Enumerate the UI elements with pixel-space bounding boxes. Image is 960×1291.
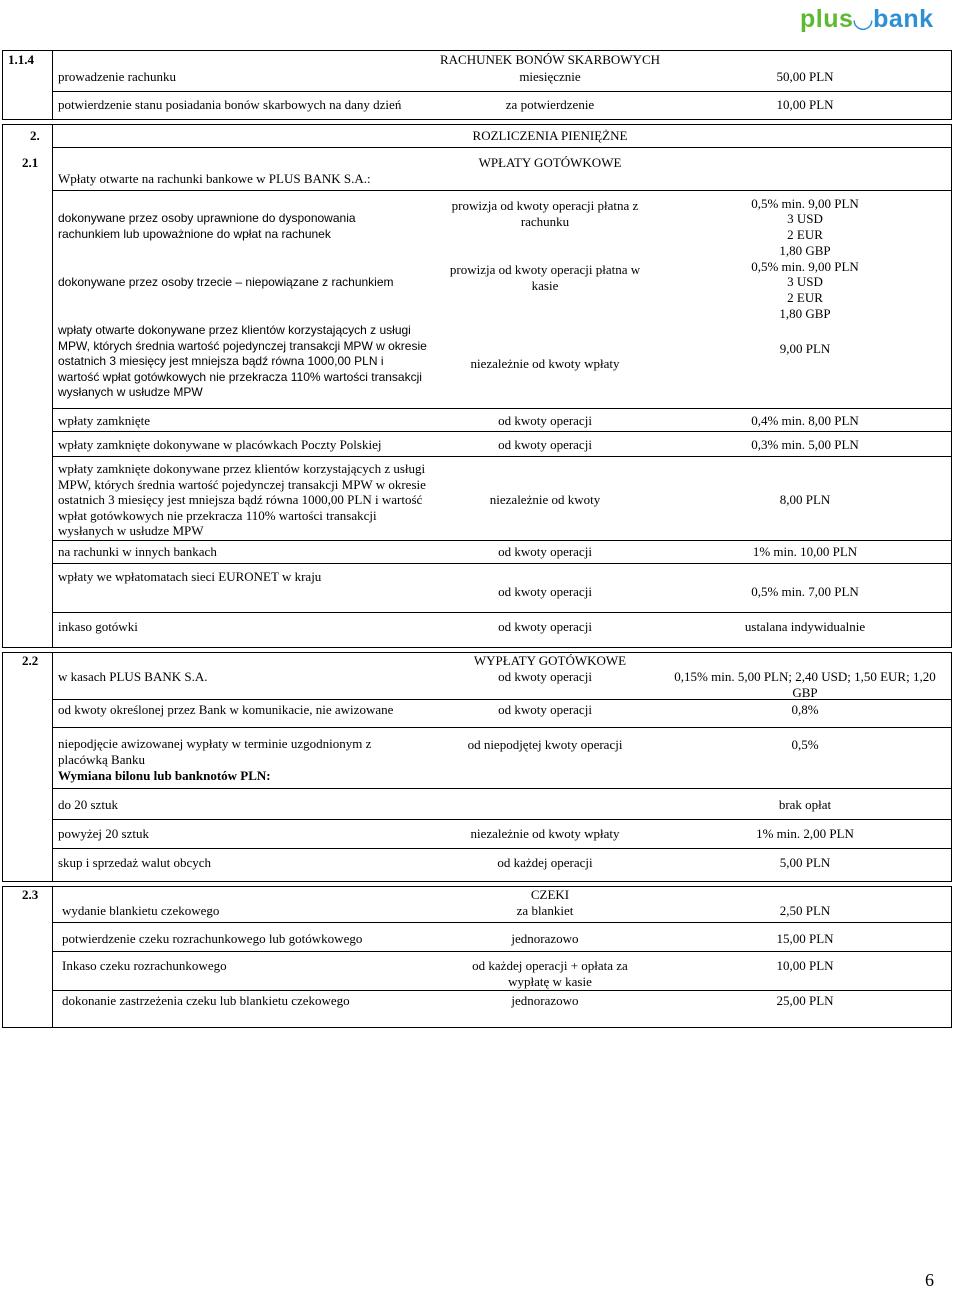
row-fee: brak opłat [778,797,832,812]
divider [52,699,952,700]
row-desc: inkaso gotówki [58,619,138,634]
row-desc: wydanie blankietu czekowego [62,903,220,918]
row-desc: potwierdzenie stanu posiadania bonów skarbowych na dany dzień [58,97,402,112]
row-basis: od kwoty operacji [498,437,592,452]
row-basis: od każdej operacji [497,855,593,870]
row-desc: dokonywane przez osoby trzecie – niepowiązane z rachunkiem [58,275,394,289]
row-basis: niezależnie od kwoty [489,492,601,507]
divider [52,456,952,457]
row-desc: Inkaso czeku rozrachunkowego [62,958,227,973]
row-fee: 0,5% [791,737,819,752]
divider [52,124,53,648]
row-fee: 3 USD [787,211,823,226]
row-desc: na rachunki w innych bankach [58,544,217,559]
row-basis: miesięcznie [519,69,581,84]
row-basis: od niepodjętej kwoty operacji [467,737,623,752]
row-fee: 25,00 PLN [776,993,834,1008]
row-desc: powyżej 20 sztuk [58,826,149,841]
divider [52,540,952,541]
row-basis: od kwoty operacji [498,544,592,559]
divider [52,431,952,432]
row-fee: ustalana indywidualnie [744,619,866,634]
row-desc: wpłaty zamknięte dokonywane w placówkach Poczty Polskiej [58,437,382,452]
row-basis: prowizja od kwoty operacji płatna w kasie [449,262,641,293]
row-fee: 5,00 PLN [779,855,831,870]
logo-mark: ◡ [853,5,874,33]
divider [52,50,53,120]
row-basis: jednorazowo [511,993,579,1008]
divider [52,727,952,728]
row-desc: od kwoty określonej przez Bank w komunikacie, nie awizowane [58,702,394,717]
row-desc: dokonywane przez osoby uprawnione do dysponowania rachunkiem lub upoważnione do wpłat na rachunek [58,211,356,241]
divider [52,190,952,191]
row-desc: wpłaty zamknięte [58,413,151,428]
row-desc: prowadzenie rachunku [58,69,177,84]
row-fee: 1,80 GBP [779,306,831,321]
page-number: 6 [925,1270,934,1290]
divider [52,990,952,991]
section-title: CZEKI [530,887,570,902]
section-title: RACHUNEK BONÓW SKARBOWYCH [439,52,661,67]
row-basis: od każdej operacji + opłata za wypłatę w kasie [472,958,628,989]
row-fee: 0,4% min. 8,00 PLN [751,413,859,428]
row-desc: w kasach PLUS BANK S.A. [58,669,208,684]
row-fee: 0,15% min. 5,00 PLN; 2,40 USD; 1,50 EUR; 1,20 GBP [674,669,936,700]
divider [52,612,952,613]
section-number: 1.1.4 [8,52,34,67]
divider [52,951,952,952]
row-basis: niezależnie od kwoty wpłaty [470,826,620,841]
divider [52,819,952,820]
divider [52,147,952,148]
logo-plus: plus [800,5,854,33]
section-subtitle: Wpłaty otwarte na rachunki bankowe w PLUS BANK S.A.: [58,171,371,186]
row-fee: 9,00 PLN [779,341,831,356]
row-basis: za potwierdzenie [505,97,595,112]
row-fee: 0,5% min. 9,00 PLN [751,196,859,211]
section-number: 2.1 [22,155,39,170]
row-desc: potwierdzenie czeku rozrachunkowego lub gotówkowego [62,931,363,946]
exchange-title: Wymiana bilonu lub banknotów PLN: [58,768,271,783]
row-desc: wpłaty we wpłatomatach sieci EURONET w kraju [58,569,322,584]
divider [52,563,952,564]
row-fee: 1,80 GBP [779,243,831,258]
row-desc: skup i sprzedaż walut obcych [58,855,212,870]
section-title: ROZLICZENIA PIENIĘŻNE [472,128,628,143]
row-fee: 15,00 PLN [776,931,834,946]
divider [52,848,952,849]
row-fee: 3 USD [787,274,823,289]
row-desc: do 20 sztuk [58,797,118,812]
divider [52,91,952,92]
row-basis: od kwoty operacji [498,702,592,717]
row-basis: od kwoty operacji [498,619,592,634]
row-fee: 50,00 PLN [776,69,834,84]
section-number: 2. [30,128,40,143]
plus-bank-logo [800,4,934,34]
row-basis: od kwoty operacji [498,413,592,428]
section-title: WYPŁATY GOTÓWKOWE [473,653,627,668]
row-basis: od kwoty operacji [498,584,592,599]
row-basis: niezależnie od kwoty wpłaty [470,356,620,371]
row-basis: jednorazowo [511,931,579,946]
row-fee: 2 EUR [787,227,823,242]
section-number: 2.3 [22,887,39,902]
divider [52,408,952,409]
row-desc: dokonanie zastrzeżenia czeku lub blankietu czekowego [62,993,350,1008]
row-fee: 1% min. 10,00 PLN [752,544,858,559]
row-fee: 1% min. 2,00 PLN [756,826,854,841]
row-basis: za blankiet [516,903,574,918]
row-desc: wpłaty otwarte dokonywane przez klientów korzystających z usługi MPW, których średnia wartość pojedynczej transakcji MPW w okresie ostatnich 3 miesięcy jest mniejsza bądź równa 1000,00 PLN i wartość wpłat gotówkowych nie przekracza 110% wartości transakcji wysłanych w usłudze MPW [58,323,427,399]
row-fee: 10,00 PLN [776,97,834,112]
row-fee: 10,00 PLN [776,958,834,973]
row-basis: prowizja od kwoty operacji płatna z rachunku [451,198,639,229]
row-basis: od kwoty operacji [498,669,592,684]
divider [52,886,53,1028]
row-fee: 0,3% min. 5,00 PLN [751,437,859,452]
row-fee: 8,00 PLN [779,492,831,507]
row-fee: 0,5% min. 7,00 PLN [751,584,859,599]
section-title: WPŁATY GOTÓWKOWE [478,155,622,170]
row-fee: 0,5% min. 9,00 PLN [751,259,859,274]
row-fee: 2,50 PLN [779,903,831,918]
section-number: 2.2 [22,653,39,668]
row-desc: wpłaty zamknięte dokonywane przez klientów korzystających z usługi MPW, których średnia wartość pojedynczej transakcji MPW w okresie ostatnich 3 miesięcy jest mniejsza bądź równa 1000,00 PLN i wartość wpłat gotówkowych nie przekracza 110% wartości transakcji wysłanych w usłudze MPW [58,461,426,538]
row-fee: 2 EUR [787,290,823,305]
row-desc: niepodjęcie awizowanej wypłaty w terminie uzgodnionym z placówką Banku [58,736,372,767]
divider [52,922,952,923]
divider [52,788,952,789]
row-fee: 0,8% [791,702,819,717]
logo-bank: bank [873,5,934,33]
